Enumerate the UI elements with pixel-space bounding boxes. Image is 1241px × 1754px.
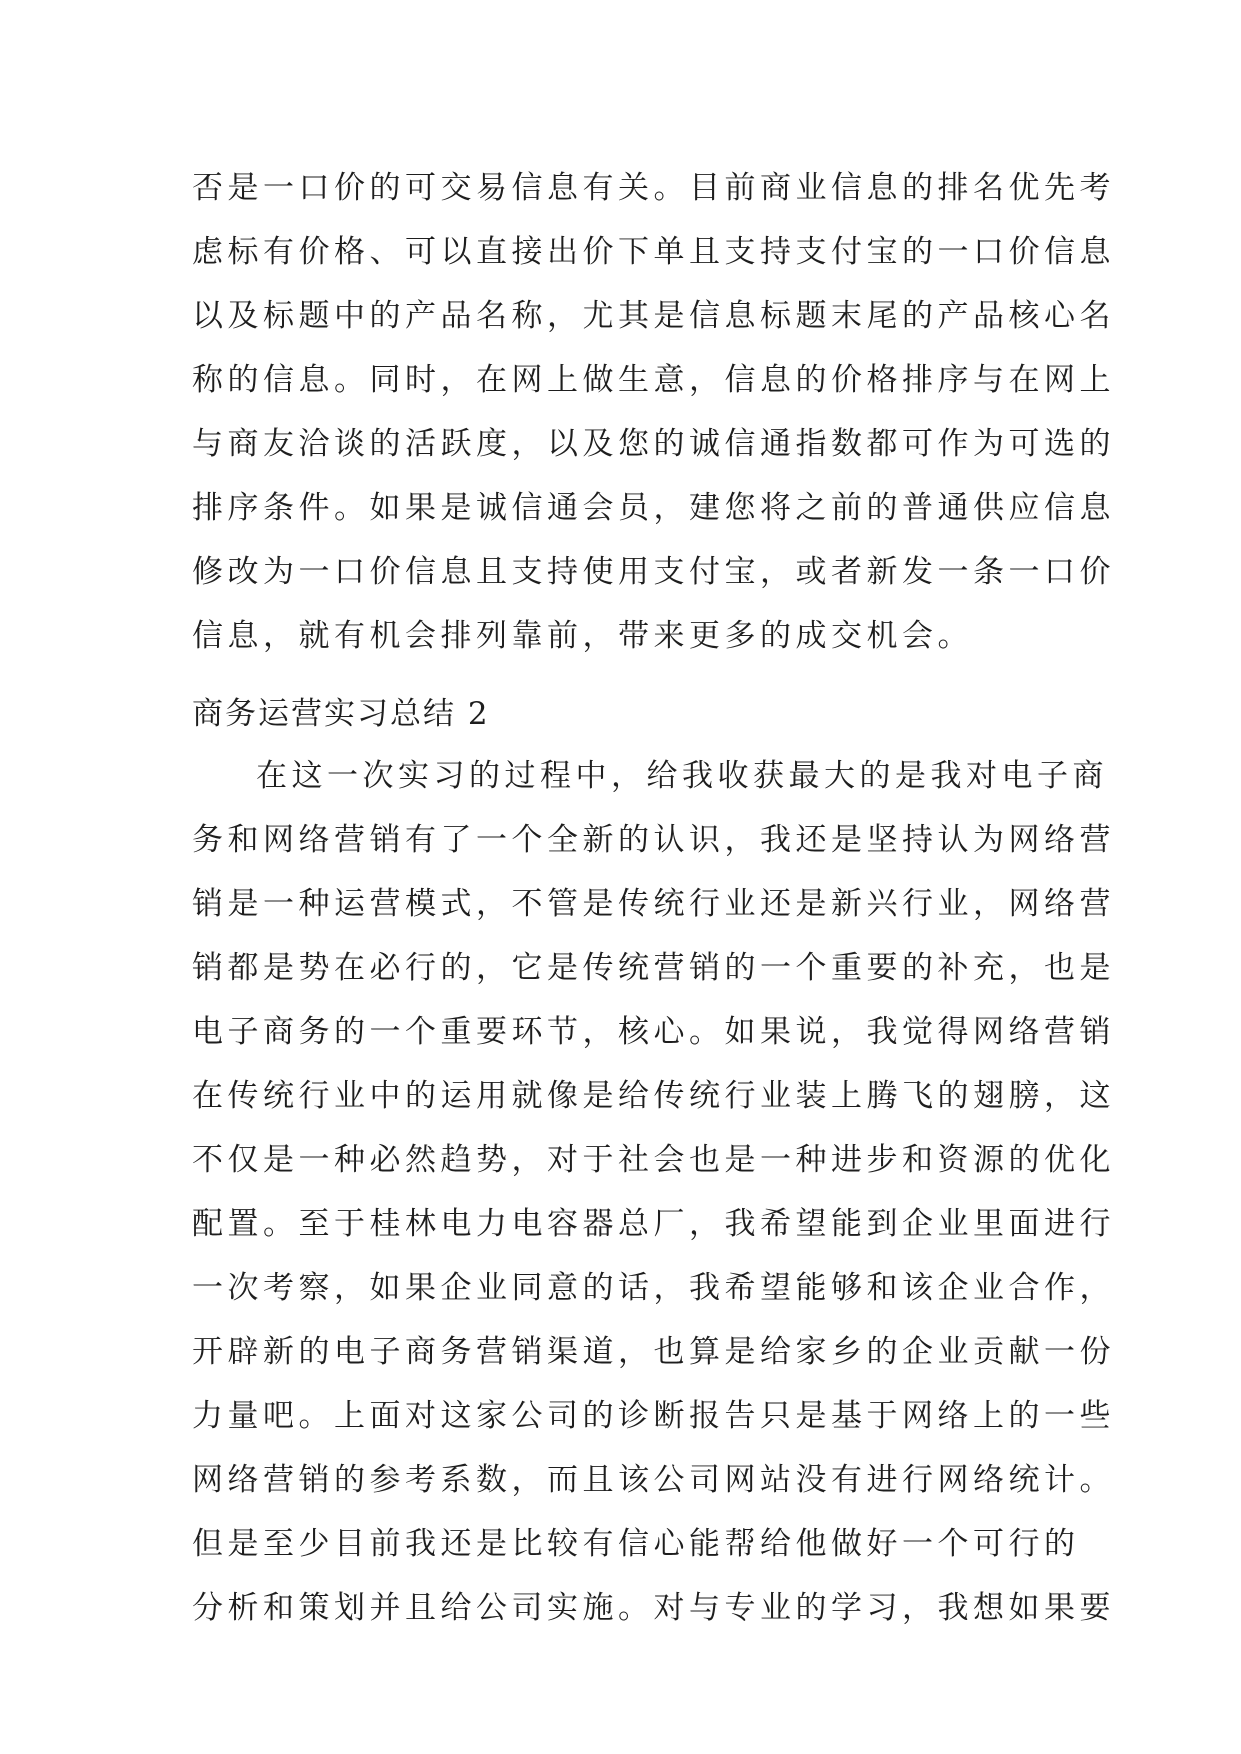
text-line: 力量吧。上面对这家公司的诊断报告只是基于网络上的一些 (192, 1398, 1115, 1434)
text-line: 信息，就有机会排列靠前，带来更多的成交机会。 (192, 618, 973, 654)
text-line: 配置。至于桂林电力电容器总厂，我希望能到企业里面进行 (192, 1206, 1115, 1242)
text-line: 修改为一口价信息且支持使用支付宝，或者新发一条一口价 (192, 554, 1115, 590)
text-line: 但是至少目前我还是比较有信心能帮给他做好一个可行的 (192, 1526, 1080, 1562)
text-line: 销是一种运营模式，不管是传统行业还是新兴行业，网络营 (192, 886, 1115, 922)
text-line: 排序条件。如果是诚信通会员，建您将之前的普通供应信息 (192, 490, 1115, 526)
text-line: 网络营销的参考系数，而且该公司网站没有进行网络统计。 (192, 1462, 1115, 1498)
text-line: 不仅是一种必然趋势，对于社会也是一种进步和资源的优化 (192, 1142, 1115, 1178)
text-line: 销都是势在必行的，它是传统营销的一个重要的补充，也是 (192, 950, 1115, 986)
text-line: 称的信息。同时，在网上做生意，信息的价格排序与在网上 (192, 362, 1115, 398)
text-line: 与商友洽谈的活跃度，以及您的诚信通指数都可作为可选的 (192, 426, 1115, 462)
text-line: 分析和策划并且给公司实施。对与专业的学习，我想如果要 (192, 1590, 1115, 1626)
text-line: 在这一次实习的过程中，给我收获最大的是我对电子商 (256, 758, 1108, 794)
text-line: 务和网络营销有了一个全新的认识，我还是坚持认为网络营 (192, 822, 1115, 858)
text-line: 以及标题中的产品名称，尤其是信息标题末尾的产品核心名 (192, 298, 1115, 334)
text-line: 否是一口价的可交易信息有关。目前商业信息的排名优先考 (192, 170, 1115, 206)
text-line: 一次考察，如果企业同意的话，我希望能够和该企业合作， (192, 1270, 1115, 1306)
text-line: 在传统行业中的运用就像是给传统行业装上腾飞的翅膀，这 (192, 1078, 1115, 1114)
text-line: 开辟新的电子商务营销渠道，也算是给家乡的企业贡献一份 (192, 1334, 1115, 1370)
section-paragraph (192, 744, 1115, 1640)
section-heading: 商务运营实习总结 2 (192, 696, 490, 732)
paragraph-continued (192, 156, 1115, 668)
text-line: 电子商务的一个重要环节，核心。如果说，我觉得网络营销 (192, 1014, 1115, 1050)
text-line: 虑标有价格、可以直接出价下单且支持支付宝的一口价信息 (192, 234, 1115, 270)
